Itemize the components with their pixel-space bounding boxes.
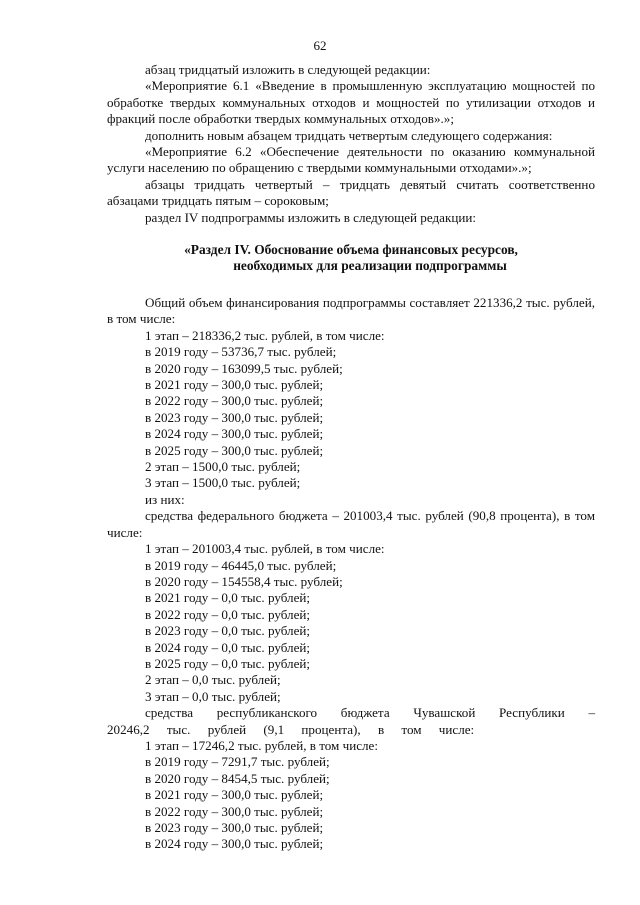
funding-block [107, 295, 595, 853]
funding-line: 1 этап – 218336,2 тыс. рублей, в том числе: [145, 327, 385, 343]
funding-line: 3 этап – 1500,0 тыс. рублей; [145, 475, 301, 491]
measure-6-2-text: «Мероприятие 6.2 «Обеспечение деятельности по оказанию коммунальной услуги населению по обращению с твердыми коммунальными отходами».»; [107, 144, 595, 176]
funding-line: в 2021 году – 300,0 тыс. рублей; [145, 377, 324, 393]
funding-line: из них: [145, 491, 185, 507]
funding-line: 2 этап – 1500,0 тыс. рублей; [145, 459, 301, 475]
funding-line: в 2023 году – 300,0 тыс. рублей; [145, 409, 324, 425]
federal-line: в 2021 году – 0,0 тыс. рублей; [145, 590, 311, 606]
section-heading [107, 242, 595, 275]
section-heading-line-1: «Раздел IV. Обоснование объема финансовых ресурсов, [184, 242, 518, 257]
republic-line: в 2023 году – 300,0 тыс. рублей; [145, 820, 324, 835]
funding-line: в 2020 году – 163099,5 тыс. рублей; [145, 360, 343, 376]
funding-line: в 2025 году – 300,0 тыс. рублей; [145, 442, 324, 458]
paragraph-renumbering-note: абзацы тридцать четвертый – тридцать девятый считать соответственно абзацами тридцать пятым – сороковым; [107, 176, 595, 209]
paragraph-30-instruction: абзац тридцатый изложить в следующей редакции: [145, 62, 431, 77]
republic-line: в 2022 году – 300,0 тыс. рублей; [145, 803, 324, 819]
federal-line: в 2025 году – 0,0 тыс. рублей; [145, 655, 311, 671]
federal-line: 2 этап – 0,0 тыс. рублей; [145, 672, 281, 688]
page-number: 62 [313, 38, 327, 53]
funding-line: в 2024 году – 300,0 тыс. рублей; [145, 426, 324, 442]
total-funding-paragraph: Общий объем финансирования подпрограммы составляет 221336,2 тыс. рублей, в том числе: [107, 295, 595, 327]
republic-line: в 2019 году – 7291,7 тыс. рублей; [145, 754, 330, 770]
republic-line: в 2020 году – 8454,5 тыс. рублей; [145, 770, 330, 786]
federal-line: 1 этап – 201003,4 тыс. рублей, в том числе: [145, 541, 385, 557]
funding-line: в 2019 году – 53736,7 тыс. рублей; [145, 344, 337, 360]
measure-6-1-text: «Мероприятие 6.1 «Введение в промышленную эксплуатацию мощностей по обработке твердых коммунальных отходов и мощностей по утилизации отходов и фракций после обработки твердых коммунальных отходов».»; [107, 78, 595, 127]
amendment-block [107, 62, 595, 226]
section-iv-instruction: раздел IV подпрограммы изложить в следующей редакции: [145, 209, 476, 225]
republic-line: в 2021 году – 300,0 тыс. рублей; [145, 787, 324, 803]
federal-line: в 2020 году – 154558,4 тыс. рублей; [145, 573, 343, 589]
section-heading-line-2: необходимых для реализации подпрограммы [233, 258, 507, 274]
republic-line: в 2024 году – 300,0 тыс. рублей; [145, 836, 324, 852]
federal-line: в 2022 году – 0,0 тыс. рублей; [145, 606, 311, 622]
republic-line: 1 этап – 17246,2 тыс. рублей, в том числе: [145, 737, 379, 753]
new-paragraph-instruction: дополнить новым абзацем тридцать четвертым следующего содержания: [145, 127, 553, 143]
federal-line: в 2023 году – 0,0 тыс. рублей; [145, 623, 311, 639]
republic-budget-paragraph: средства республиканского бюджета Чувашской Республики – 20246,2 тыс. рублей (9,1 процента), в том числе: [107, 705, 595, 737]
funding-line: в 2022 году – 300,0 тыс. рублей; [145, 393, 324, 409]
federal-line: в 2019 году – 46445,0 тыс. рублей; [145, 557, 337, 573]
federal-line: 3 этап – 0,0 тыс. рублей; [145, 688, 281, 704]
federal-budget-paragraph: средства федерального бюджета – 201003,4 тыс. рублей (90,8 процента), в том числе: [107, 508, 595, 540]
federal-line: в 2024 году – 0,0 тыс. рублей; [145, 639, 311, 655]
